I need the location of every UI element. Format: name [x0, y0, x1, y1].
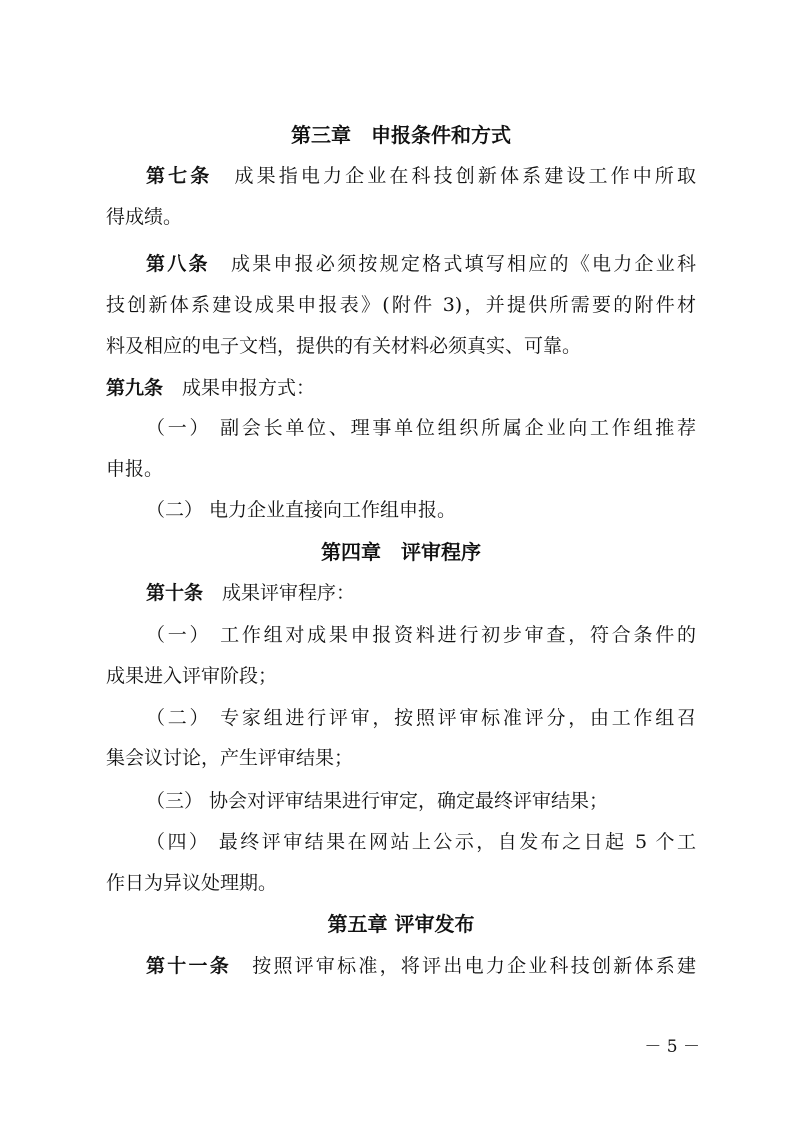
article-9-item-2: （二） 电力企业直接向工作组申报。: [146, 499, 457, 521]
page-number: － 5 －: [644, 1037, 700, 1057]
article-10-item-3: （三） 协会对评审结果进行审定，确定最终评审结果；: [146, 790, 609, 812]
article-11-text: 按照评审标准，将评出电力企业科技创新体系建: [230, 955, 696, 977]
article-7-text: 成果指电力企业在科技创新体系建设工作中所取: [212, 165, 696, 187]
article-8-line-2: 技创新体系建设成果申报表》(附件 3)，并提供所需要的附件材: [106, 294, 696, 316]
article-10-item-1-line-1: （一） 工作组对成果申报资料进行初步审查，符合条件的: [146, 624, 696, 646]
chapter-5-heading: 第五章 评审发布: [327, 912, 475, 936]
article-10-item-2-line-2: 集会议讨论，产生评审结果；: [106, 747, 354, 769]
article-10-text: 成果评审程序：: [203, 582, 356, 604]
article-8-text: 成果申报必须按规定格式填写相应的《电力企业科: [209, 253, 696, 275]
article-9-text: 成果申报方式：: [163, 377, 316, 399]
article-10-item-4-line-2: 作日为异议处理期。: [106, 872, 278, 894]
article-10-label: 第十条: [146, 582, 204, 604]
article-10-item-4-line-1: （四） 最终评审结果在网站上公示，自发布之日起 5 个工: [146, 831, 696, 853]
article-9-item-1-line-2: 申报。: [106, 458, 164, 480]
article-8-line-1: [146, 251, 696, 277]
chapter-3-heading: 第三章 申报条件和方式: [291, 123, 511, 147]
article-7-line-1: [146, 163, 696, 189]
article-8-line-3: 料及相应的电子文档，提供的有关材料必须真实、可靠。: [106, 335, 582, 357]
article-7-label: 第七条: [146, 165, 213, 187]
chapter-4-heading: 第四章 评审程序: [321, 540, 481, 564]
article-7-line-2: 得成绩。: [106, 206, 183, 228]
article-10-line-1: [146, 580, 696, 606]
article-11-line-1: [146, 953, 696, 979]
article-9-item-1-line-1: （一） 副会长单位、理事单位组织所属企业向工作组推荐: [146, 417, 696, 439]
article-10-item-1-line-2: 成果进入评审阶段；: [106, 665, 278, 687]
article-9-line-1: [106, 375, 696, 401]
article-9-label: 第九条: [106, 377, 164, 399]
article-8-label: 第八条: [146, 253, 210, 275]
article-11-label: 第十一条: [146, 955, 231, 977]
article-10-item-2-line-1: （二） 专家组进行评审，按照评审标准评分，由工作组召: [146, 707, 696, 729]
